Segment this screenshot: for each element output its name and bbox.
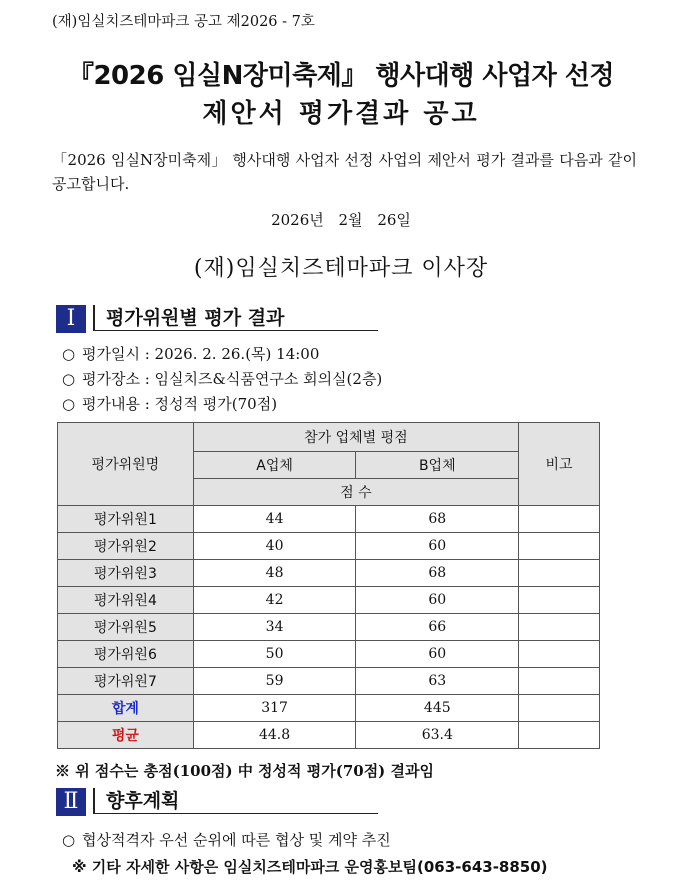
table-row (58, 560, 600, 587)
total-row (58, 695, 600, 722)
title-line-2: 제안서 평가결과 공고 (202, 99, 480, 129)
header-company-scores: 참가 업체별 평점 (193, 423, 518, 452)
score-note: ※ 위 점수는 총점(100점) 中 정성적 평가(70점) 결과임 (55, 762, 434, 780)
score-company-a: 44.8 (193, 722, 356, 749)
bullet-text: 평가내용 : 정성적 평가(70점) (82, 395, 278, 413)
score-company-b: 60 (356, 641, 519, 668)
header-score: 점 수 (193, 479, 518, 506)
announcement-date (0, 209, 682, 230)
bullet-marker: ○ (62, 370, 76, 388)
header-company-a: A업체 (193, 452, 356, 479)
bullet-eval-place (62, 368, 382, 389)
score-company-b: 63.4 (356, 722, 519, 749)
title-line-1: 『2026 임실N장미축제』 행사대행 사업자 선정 (67, 61, 615, 91)
section-2-number: Ⅱ (56, 788, 86, 816)
remark-cell (519, 641, 600, 668)
score-company-b: 68 (356, 560, 519, 587)
issuer: (재)임실치즈테마파크 이사장 (193, 256, 489, 281)
table-row (58, 533, 600, 560)
table-row (58, 506, 600, 533)
header-remark: 비고 (519, 423, 600, 506)
remark-cell (519, 587, 600, 614)
score-company-a: 48 (193, 560, 356, 587)
remark-cell (519, 722, 600, 749)
score-company-b: 66 (356, 614, 519, 641)
evaluator-name: 평가위원1 (58, 506, 194, 533)
document-number: (재)임실치즈테마파크 공고 제2026 - 7호 (52, 14, 315, 30)
section-1-header (56, 305, 378, 333)
evaluator-name: 평가위원6 (58, 641, 194, 668)
bullet-text: 평가장소 : 임실치즈&식품연구소 회의실(2층) (82, 370, 383, 388)
score-company-b: 445 (356, 695, 519, 722)
score-company-b: 60 (356, 533, 519, 560)
bullet-marker: ○ (62, 345, 76, 363)
score-company-b: 68 (356, 506, 519, 533)
average-row (58, 722, 600, 749)
table-row (58, 668, 600, 695)
remark-cell (519, 506, 600, 533)
score-company-a: 44 (193, 506, 356, 533)
score-company-b: 60 (356, 587, 519, 614)
average-label: 평균 (58, 722, 194, 749)
evaluator-name: 평가위원2 (58, 533, 194, 560)
section-2-header (56, 788, 378, 816)
score-company-a: 34 (193, 614, 356, 641)
bullet-marker: ○ (62, 831, 76, 849)
bullet-text: 협상적격자 우선 순위에 따른 협상 및 계약 추진 (82, 831, 391, 849)
date-month: 2월 (338, 211, 363, 229)
evaluator-name: 평가위원7 (58, 668, 194, 695)
remark-cell (519, 614, 600, 641)
remark-cell (519, 695, 600, 722)
bullet-marker: ○ (62, 395, 76, 413)
table-row (58, 641, 600, 668)
bullet-eval-content (62, 393, 277, 414)
evaluator-name: 평가위원5 (58, 614, 194, 641)
contact-note: ※ 기타 자세한 사항은 임실치즈테마파크 운영홍보팀(063-643-8850) (72, 858, 548, 876)
score-company-a: 40 (193, 533, 356, 560)
remark-cell (519, 668, 600, 695)
score-company-b: 63 (356, 668, 519, 695)
score-table (57, 422, 600, 749)
score-company-a: 42 (193, 587, 356, 614)
header-evaluator: 평가위원명 (58, 423, 194, 506)
date-day: 26일 (377, 211, 411, 229)
remark-cell (519, 533, 600, 560)
remark-cell (519, 560, 600, 587)
evaluator-name: 평가위원4 (58, 587, 194, 614)
intro-paragraph: 「2026 임실N장미축제」 행사대행 사업자 선정 사업의 제안서 평가 결과를 다음과 같이 공고합니다. (52, 151, 637, 193)
score-company-a: 50 (193, 641, 356, 668)
score-company-a: 59 (193, 668, 356, 695)
section-1-title: 평가위원별 평가 결과 (93, 305, 378, 331)
evaluator-name: 평가위원3 (58, 560, 194, 587)
score-company-a: 317 (193, 695, 356, 722)
header-company-b: B업체 (356, 452, 519, 479)
date-year: 2026년 (271, 211, 324, 229)
section-2-title: 향후계획 (93, 788, 378, 814)
table-row (58, 587, 600, 614)
total-label: 합계 (58, 695, 194, 722)
table-row (58, 614, 600, 641)
section-1-number: Ⅰ (56, 305, 86, 333)
bullet-future-plan (62, 829, 391, 850)
bullet-eval-datetime (62, 343, 319, 364)
bullet-text: 평가일시 : 2026. 2. 26.(목) 14:00 (82, 345, 320, 363)
